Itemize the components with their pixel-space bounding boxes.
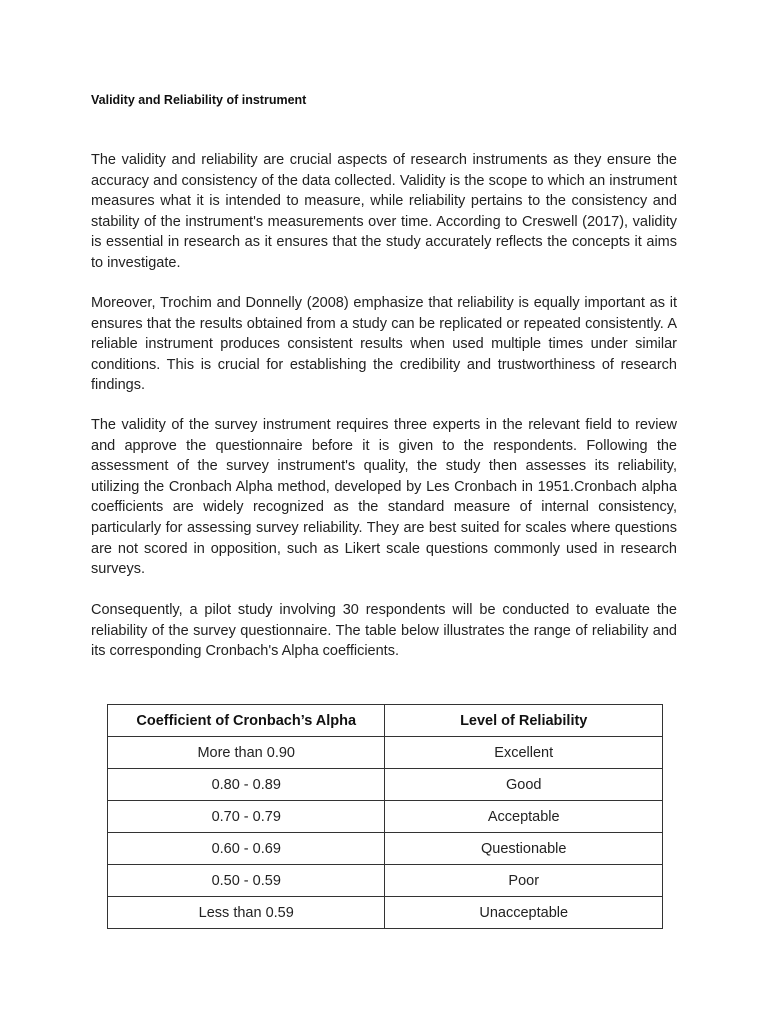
reliability-table	[107, 704, 663, 929]
level-cell: Acceptable	[385, 801, 663, 833]
coefficient-cell: 0.70 - 0.79	[108, 801, 385, 833]
paragraph-pilot-study: Consequently, a pilot study involving 30 respondents will be conducted to evaluate the reliability of the survey questionnaire. The table below illustrates the range of reliability and its corresponding Cronbach's Alpha coefficients.	[91, 602, 677, 660]
table-row	[108, 737, 663, 769]
paragraph-trochim-donnelly: Moreover, Trochim and Donnelly (2008) emphasize that reliability is equally important as it ensures that the results obtained from a study can be replicated or repeated consistently. A reliable instrument produces consistent results when used multiple times under similar conditions. This is crucial for establishing the credibility and trustworthiness of research findings.	[91, 295, 677, 394]
level-cell: Unacceptable	[385, 897, 663, 929]
table-row	[108, 897, 663, 929]
table-row	[108, 769, 663, 801]
header-coefficient: Coefficient of Cronbach’s Alpha	[108, 705, 385, 737]
coefficient-cell: More than 0.90	[108, 737, 385, 769]
table-row	[108, 801, 663, 833]
coefficient-cell: 0.80 - 0.89	[108, 769, 385, 801]
coefficient-cell: Less than 0.59	[108, 897, 385, 929]
level-cell: Poor	[385, 865, 663, 897]
level-cell: Excellent	[385, 737, 663, 769]
coefficient-cell: 0.50 - 0.59	[108, 865, 385, 897]
level-cell: Good	[385, 769, 663, 801]
level-cell: Questionable	[385, 833, 663, 865]
paragraph-validity-reliability: The validity and reliability are crucial aspects of research instruments as they ensure the accuracy and consistency of the data collected. Validity is the scope to which an instrument measures what it is intended to measure, while reliability pertains to the consistency and stability of the instrument's measurements over time. According to Creswell (2017), validity is essential in research as it ensures that the study accurately reflects the concepts it aims to investigate.	[91, 152, 677, 271]
table-row	[108, 833, 663, 865]
table-row	[108, 865, 663, 897]
header-level: Level of Reliability	[385, 705, 663, 737]
document-heading: Validity and Reliability of instrument	[91, 93, 307, 107]
paragraph-survey-instrument: The validity of the survey instrument requires three experts in the relevant field to review and approve the questionnaire before it is given to the respondents. Following the assessment of the survey instrument's quality, the study then assesses its reliability, utilizing the Cronbach Alpha method, developed by Les Cronbach in 1951.Cronbach alpha coefficients are widely recognized as the standard measure of internal consistency, particularly for assessing survey reliability. They are best suited for scales where questions are not scored in opposition, such as Likert scale questions commonly used in research surveys.	[91, 417, 677, 578]
table-header-row	[108, 705, 663, 737]
coefficient-cell: 0.60 - 0.69	[108, 833, 385, 865]
